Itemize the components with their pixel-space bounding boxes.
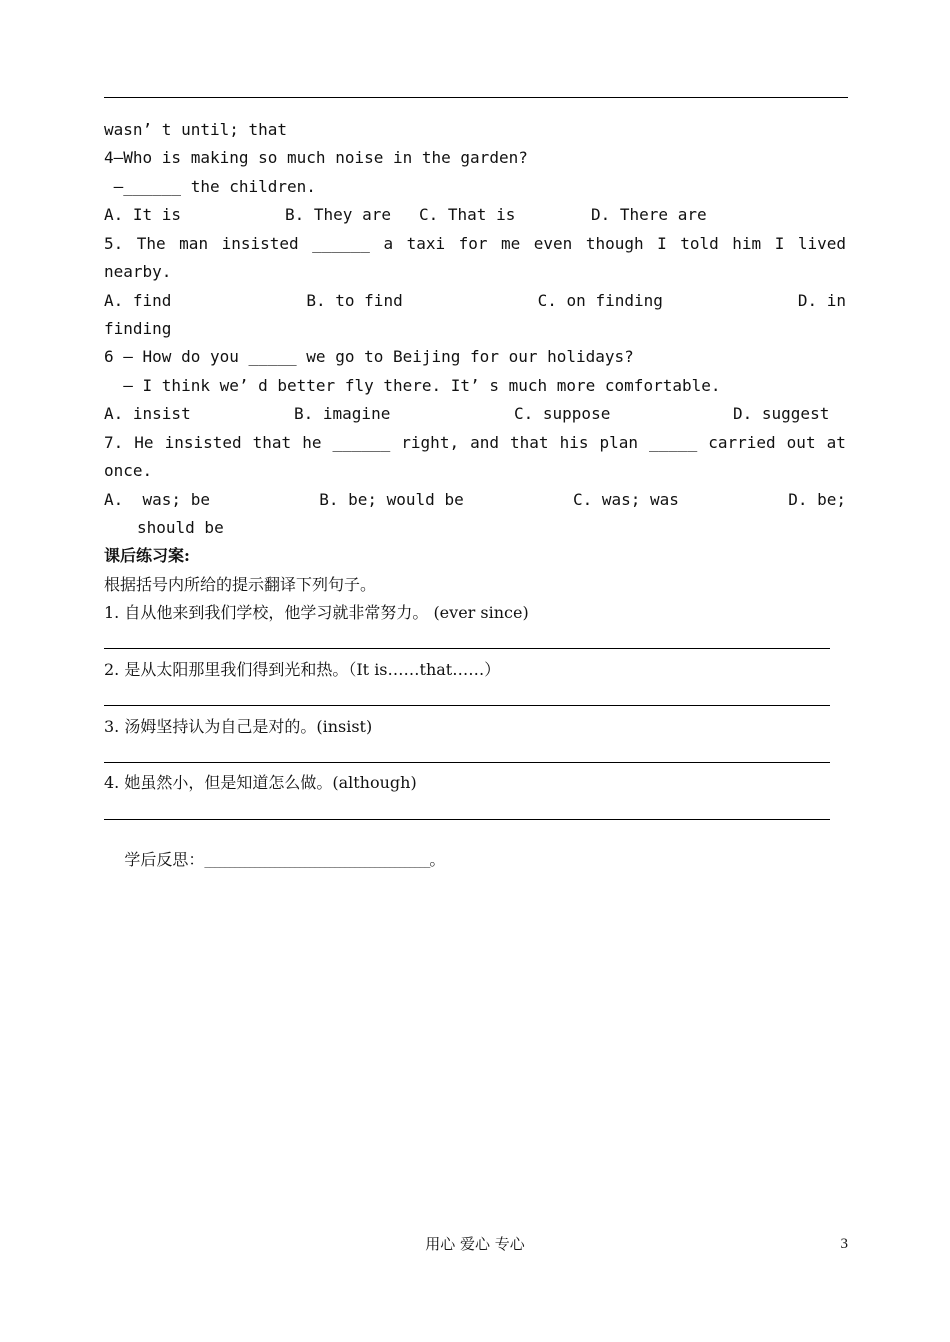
q7-word: 7. — [104, 433, 124, 452]
option-c: C. suppose — [514, 404, 611, 423]
q5-word: told — [680, 234, 719, 253]
homework-instruction: 根据括号内所给的提示翻译下列句子。 — [104, 575, 377, 594]
question-7-stem-continuation: once. — [104, 461, 153, 480]
question-4-options — [104, 205, 846, 225]
homework-heading: 课后练习案: — [104, 546, 190, 565]
question-7-option-continuation: should be — [137, 518, 224, 537]
translation-item-1: 1. 自从他来到我们学校，他学习就非常努力。 (ever since) — [104, 603, 529, 622]
question-7-stem — [104, 433, 846, 453]
question-5-option-continuation: finding — [104, 319, 172, 338]
q5-word: me — [501, 234, 521, 253]
q7-word: carried — [708, 433, 776, 452]
option-c: C. was; was — [572, 490, 679, 509]
answer-line-1[interactable] — [104, 648, 830, 649]
q5-word: a — [383, 234, 394, 253]
question-6-options — [104, 404, 846, 424]
option-b: B. They are — [285, 205, 391, 224]
option-b: B. to find — [306, 291, 403, 310]
question-5-options — [104, 291, 846, 311]
option-a: A. find — [104, 291, 172, 310]
q5-word: for — [458, 234, 488, 253]
question-6-stem: 6 — How do you _____ we go to Beijing for our holidays? — [104, 347, 634, 366]
footer-motto: 用心 爱心 专心 — [425, 1235, 525, 1253]
previous-answer-continuation: wasn’ t until; that — [104, 120, 288, 139]
q7-word: plan — [599, 433, 639, 452]
question-4-response: —______ the children. — [104, 177, 316, 196]
option-b: B. imagine — [294, 404, 391, 423]
q7-word: and — [470, 433, 499, 452]
option-d: D. There are — [591, 205, 707, 224]
q5-word: I — [657, 234, 667, 253]
q7-word: he — [302, 433, 322, 452]
q5-word: insisted — [221, 234, 299, 253]
option-d: D. in — [797, 291, 846, 310]
option-b: B. be; would be — [319, 490, 464, 509]
answer-line-4[interactable] — [104, 819, 830, 820]
reflection-label: 学后反思： — [124, 850, 205, 869]
q5-word: him — [732, 234, 762, 253]
option-d: D. suggest — [733, 404, 830, 423]
question-5-stem-continuation: nearby. — [104, 262, 172, 281]
page-number: 3 — [840, 1236, 848, 1252]
option-c: C. on finding — [537, 291, 663, 310]
reflection-line — [104, 830, 846, 891]
q5-word: even — [533, 234, 573, 253]
option-a: A. insist — [104, 404, 191, 423]
question-6-response: — I think we’ d better fly there. It’ s much more comfortable. — [104, 376, 721, 395]
reflection-blank[interactable]: _____________________________________________ — [204, 854, 430, 868]
option-d: D. be; — [788, 490, 846, 509]
q7-word: right, — [401, 433, 460, 452]
q7-word: out — [786, 433, 816, 452]
option-c: C. That is — [419, 205, 516, 224]
q5-word: 5. — [104, 234, 124, 253]
option-a: A. was; be — [104, 490, 210, 509]
translation-item-4: 4. 她虽然小，但是知道怎么做。(although) — [104, 773, 417, 792]
header-rule — [104, 97, 848, 98]
option-a: A. It is — [104, 205, 182, 224]
question-5-stem — [104, 234, 846, 254]
q7-word: insisted — [164, 433, 242, 452]
question-4-stem: 4—Who is making so much noise in the garden? — [104, 148, 528, 167]
reflection-end: 。 — [429, 850, 446, 869]
q5-word: man — [179, 234, 209, 253]
q5-word: I — [774, 234, 785, 253]
q7-blank: ______ — [332, 433, 391, 452]
answer-line-3[interactable] — [104, 762, 830, 763]
q5-word: lived — [797, 234, 846, 253]
translation-item-2: 2. 是从太阳那里我们得到光和热。（It is……that……） — [104, 660, 501, 679]
q5-word: The — [136, 234, 166, 253]
answer-line-2[interactable] — [104, 705, 830, 706]
q5-word: taxi — [406, 234, 446, 253]
q7-word: that — [252, 433, 292, 452]
translation-item-3: 3. 汤姆坚持认为自己是对的。(insist) — [104, 717, 373, 736]
q5-word: though — [585, 234, 644, 253]
q7-word: at — [826, 433, 846, 452]
q7-word: his — [559, 433, 589, 452]
q7-blank: _____ — [649, 433, 698, 452]
q7-word: that — [510, 433, 549, 452]
question-7-options — [104, 490, 846, 510]
q7-word: He — [134, 433, 154, 452]
q5-blank: ______ — [312, 234, 370, 253]
